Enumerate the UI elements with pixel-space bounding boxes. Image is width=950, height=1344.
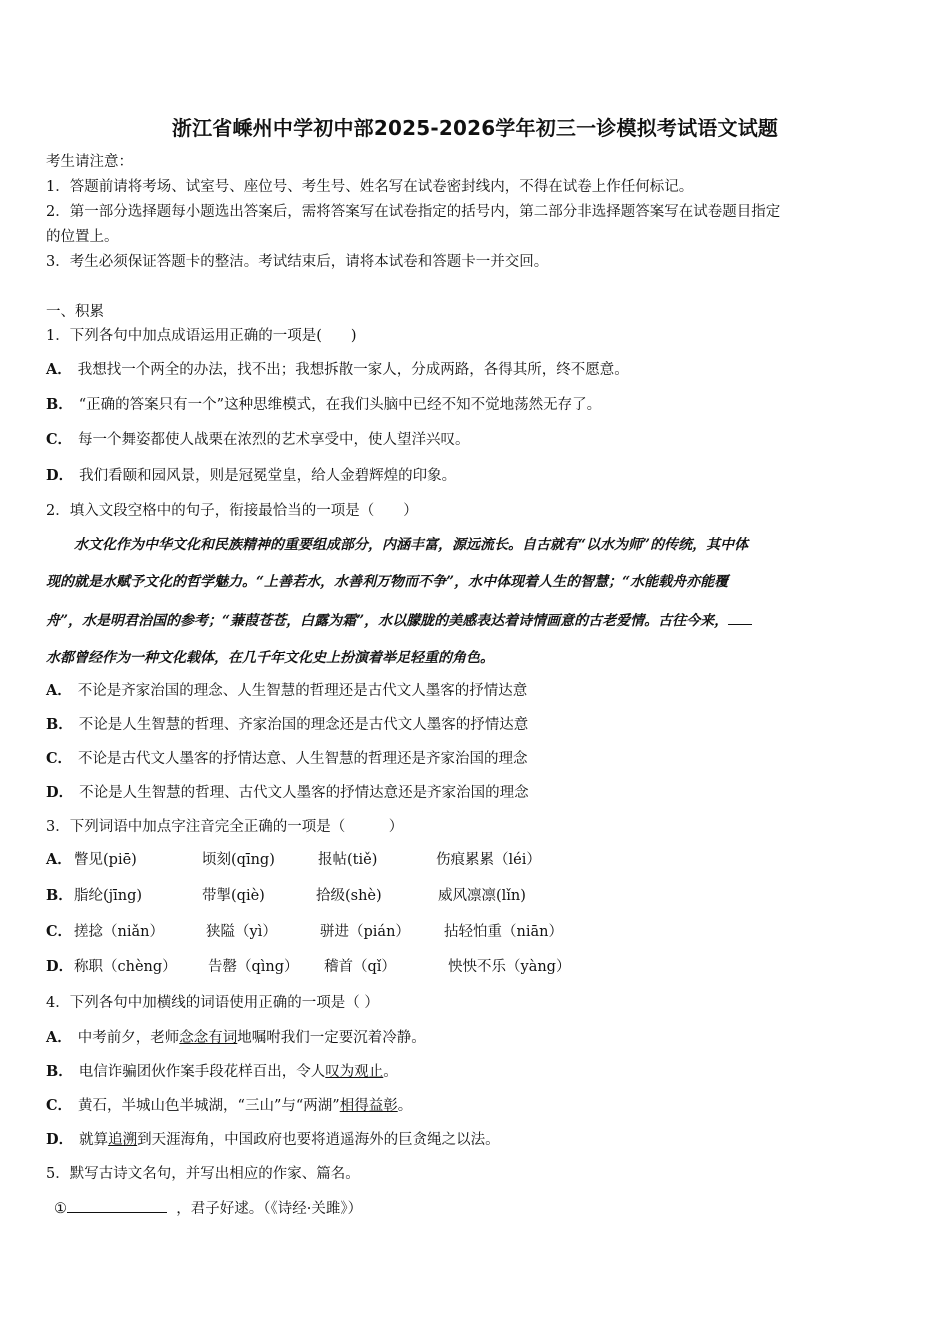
option-label: A． [46,361,72,378]
option-text: “正确的答案只有一个”这种思维模式，在我们头脑中已经不知不觉地荡然无存了。 [78,397,602,413]
q3-word: 稽首（qǐ） [324,959,396,975]
option-text: 。 [383,1064,398,1080]
q4-option-c [46,1096,412,1116]
option-text: 就算 [79,1132,109,1148]
passage-line: 水文化作为中华文化和民族精神的重要组成部分，内涵丰富，源远流长。自古就有“以水为师”的传统，其中体 [46,537,749,553]
option-label: D． [46,784,74,801]
fill-blank[interactable] [728,610,752,625]
option-label: A． [46,682,72,699]
passage-line [46,610,906,631]
passage-line: 水都曾经作为一种文化载体，在几千年文化史上扮演着举足轻重的角色。 [46,650,494,666]
question-3-stem: 3．下列词语中加点字注音完全正确的一项是（ ） [46,819,404,835]
q3-row-c-label: C． [46,923,73,940]
q3-word: 报帖(tiě) [318,852,378,868]
underlined-phrase: 追溯 [108,1132,138,1148]
option-label: C． [46,431,73,448]
q3-word: 顷刻(qīng) [202,852,275,868]
option-text: 电信诈骗团伙作案手段花样百出，令人 [78,1064,326,1080]
section-heading: 一、积累 [46,304,104,320]
underlined-phrase: 念念有词 [179,1030,238,1046]
q2-option-a [46,681,527,701]
q2-option-c [46,749,528,769]
q2-option-d [46,783,529,803]
q5-line-1 [54,1198,362,1219]
notice-item: 1．答题前请将考场、试室号、座位号、考生号、姓名写在试卷密封线内，不得在试卷上作任何标记。 [46,179,694,195]
q2-option-b [46,715,528,735]
q3-word: 搓捻（niǎn） [74,924,164,940]
passage-text: 舟”，水是明君治国的参考；“蒹葭苍苍，白露为霜”，水以朦胧的美感表达着诗情画意的古老爱情。古往今来， [46,613,729,629]
question-4-stem: 4．下列各句中加横线的词语使用正确的一项是（ ） [46,995,379,1011]
q1-option-a [46,360,629,380]
option-label: A． [46,1029,72,1046]
q3-word: 带掣(qiè) [202,888,265,904]
q3-word: 伤痕累累（léi） [436,852,541,868]
option-text: 中考前夕，老师 [77,1030,180,1046]
circled-number: ① [54,1201,67,1217]
option-text: 不论是齐家治国的理念、人生智慧的哲理还是古代文人墨客的抒情达意 [77,683,528,699]
passage-line: 现的就是水赋予文化的哲学魅力。“上善若水，水善利万物而不争”，水中体现着人生的智慧；“水能载舟亦能覆 [46,574,729,590]
q3-row-d-label: D． [46,958,74,975]
option-text: 不论是人生智慧的哲理、齐家治国的理念还是古代文人墨客的抒情达意 [78,717,529,733]
q3-word: 骈进（pián） [320,924,410,940]
notice-heading: 考生请注意： [46,154,133,170]
exam-title: 浙江省嵊州中学初中部2025-2026学年初三一诊模拟考试语文试题 [171,116,779,140]
notice-item: 3．考生必须保证答题卡的整洁。考试结束后，请将本试卷和答题卡一并交回。 [46,254,549,270]
q1-option-b [46,395,601,415]
option-text: 不论是古代文人墨客的抒情达意、人生智慧的哲理还是齐家治国的理念 [78,751,528,767]
q3-word: 威风凛凛(lǐn) [438,888,526,904]
q3-word: 拈轻怕重（niān） [444,924,563,940]
q3-word: 称职（chèng） [74,959,177,975]
option-text: 。 [397,1098,413,1114]
underlined-phrase: 相得益彰 [339,1098,398,1114]
option-text: 不论是人生智慧的哲理、古代文人墨客的抒情达意还是齐家治国的理念 [79,785,529,801]
question-2-stem: 2．填入文段空格中的句子，衔接最恰当的一项是（ ） [46,503,418,519]
question-1-stem: 1．下列各句中加点成语运用正确的一项是( ) [46,328,357,344]
q1-option-c [46,430,470,450]
q3-word: 拾级(shè) [316,888,382,904]
notice-item: 2．第一部分选择题每小题选出答案后，需将答案写在试卷指定的括号内，第二部分非选择题答案写在试卷题目指定 [46,204,781,220]
option-label: D． [46,1131,74,1148]
q4-option-a [46,1028,426,1048]
verse-text: ，君子好逑。（《诗经·关雎》） [176,1201,363,1217]
option-text: 我想找一个两全的办法，找不出；我想拆散一家人，分成两路，各得其所，终不愿意。 [77,362,629,378]
option-text: 黄石，半城山色半城湖，“三山”与“两湖” [78,1098,340,1114]
q1-option-d [46,466,456,486]
question-5-stem: 5．默写古诗文名句，并写出相应的作家、篇名。 [46,1166,360,1182]
q4-option-b [46,1062,398,1082]
q3-word: 瞥见(piē) [74,852,137,868]
option-text: 地嘱咐我们一定要沉着冷静。 [237,1030,426,1046]
q3-word: 脂纶(jīng) [74,888,143,904]
option-label: C． [46,1097,73,1114]
option-label: D． [46,467,74,484]
option-text: 我们看颐和园风景，则是冠冕堂皇，给人金碧辉煌的印象。 [79,468,457,484]
option-label: B． [46,1063,73,1080]
q3-word: 狭隘（yì） [206,924,277,940]
notice-item: 的位置上。 [46,229,119,245]
option-text: 到天涯海角，中国政府也要将逍遥海外的巨贪绳之以法。 [137,1132,500,1148]
answer-blank[interactable] [67,1198,167,1213]
q3-word: 告罄（qìng） [208,959,299,975]
q4-option-d [46,1130,500,1150]
option-text: 每一个舞姿都使人战栗在浓烈的艺术享受中，使人望洋兴叹。 [78,432,470,448]
option-label: B． [46,396,73,413]
q3-row-b-label: B． [46,887,73,904]
option-label: C． [46,750,73,767]
underlined-phrase: 叹为观止 [325,1064,384,1080]
q3-word: 怏怏不乐（yàng） [448,959,571,975]
option-label: B． [46,716,73,733]
q3-row-a-label: A． [46,851,72,868]
